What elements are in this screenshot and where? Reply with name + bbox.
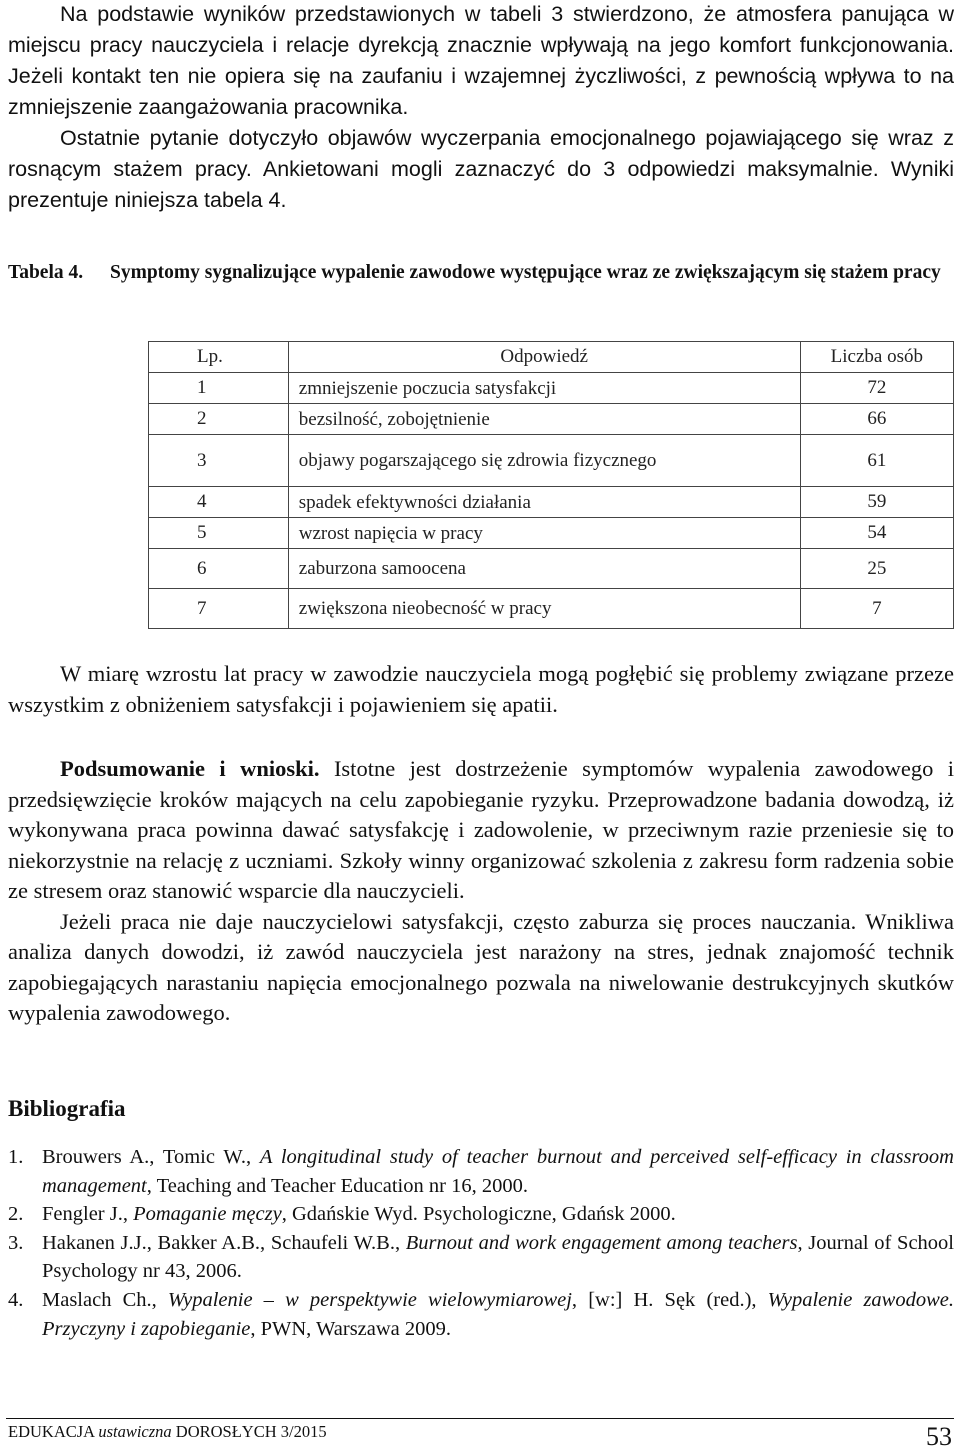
ref-rest: , Teaching and Teacher Education nr 16, 2000.	[146, 1174, 528, 1197]
list-item	[8, 1286, 954, 1343]
header-answer: Odpowiedź	[288, 342, 800, 373]
table-row	[149, 549, 954, 589]
ref-authors: Fengler J.,	[42, 1203, 128, 1226]
ref-authors: Hakanen J.J., Bakker A.B., Schaufeli W.B.,	[42, 1231, 401, 1254]
cell-count: 59	[800, 487, 953, 518]
list-item	[8, 1200, 954, 1229]
footer-journal-c: DOROSŁYCH 3/2015	[171, 1422, 327, 1441]
after-table-paragraph: W miarę wzrostu lat pracy w zawodzie nauczyciela mogą pogłębić się problemy związane przeze wszystkim z obniżeniem satysfakcji i pojawieniem się apatii.	[8, 661, 954, 717]
table-row	[149, 589, 954, 629]
bibliography-list	[8, 1143, 954, 1343]
ref-rest: , PWN, Warszawa 2009.	[250, 1317, 452, 1340]
table-caption-text: Symptomy sygnalizujące wypalenie zawodowe występujące wraz ze zwiększającym się stażem pracy	[110, 262, 941, 283]
cell-lp: 3	[149, 435, 289, 487]
header-lp: Lp.	[149, 342, 289, 373]
table-row	[149, 518, 954, 549]
ref-authors: Brouwers A., Tomic W.,	[42, 1146, 252, 1168]
summary-heading: Podsumowanie i wnioski.	[60, 756, 320, 781]
footer-journal-a: EDUKACJA	[8, 1422, 99, 1441]
cell-lp: 7	[149, 589, 289, 629]
cell-lp: 1	[149, 373, 289, 404]
cell-count: 72	[800, 373, 953, 404]
ref-number: 1.	[8, 1146, 24, 1168]
cell-answer: wzrost napięcia w pracy	[288, 518, 800, 549]
header-count: Liczba osób	[800, 342, 953, 373]
ref-rest: , Gdańskie Wyd. Psychologiczne, Gdańsk 2000.	[281, 1203, 676, 1226]
footer-divider	[6, 1418, 954, 1419]
list-item	[8, 1229, 954, 1286]
cell-answer: spadek efektywności działania	[288, 487, 800, 518]
summary-paragraph-1	[8, 754, 954, 907]
cell-count: 25	[800, 549, 953, 589]
ref-number: 4.	[8, 1288, 24, 1311]
cell-count: 61	[800, 435, 953, 487]
footer-journal-b: ustawiczna	[98, 1422, 172, 1441]
table-caption-label: Tabela 4.	[8, 262, 84, 283]
cell-count: 66	[800, 404, 953, 435]
ref-number: 2.	[8, 1203, 24, 1226]
list-item	[8, 1143, 954, 1200]
intro-paragraph-2: Ostatnie pytanie dotyczyło objawów wyczerpania emocjonalnego pojawiającego się wraz z rosnącym stażem pracy. Ankietowani mogli zaznaczyć do 3 odpowiedzi maksymalnie. Wyniki prezentuje niniejsza tabela 4.	[8, 126, 954, 212]
table-row	[149, 404, 954, 435]
cell-answer: zaburzona samoocena	[288, 549, 800, 589]
cell-answer: objawy pogarszającego się zdrowia fizycznego	[288, 435, 800, 487]
table-caption	[8, 258, 954, 287]
page-number: 53	[926, 1422, 952, 1451]
table-row	[149, 373, 954, 404]
ref-rest: , Journal of School Psychology nr 43, 2006.	[42, 1231, 955, 1283]
cell-answer: zmniejszenie poczucia satysfakcji	[288, 373, 800, 404]
cell-count: 7	[800, 589, 953, 629]
ref-number: 3.	[8, 1231, 24, 1254]
ref-mid: , [w:] H. Sęk (red.),	[571, 1288, 768, 1311]
footer-journal	[8, 1422, 327, 1442]
bibliography-heading: Bibliografia	[8, 1096, 126, 1121]
summary-text-1: Istotne jest dostrzeżenie symptomów wypalenia zawodowego i przedsięwzięcie kroków mających na celu zapobieganie ryzyku. Przeprowadzone badania dowodzą, iż wykonywana praca powinna dawać satysfakcję i zadowolenie, w przeciwnym razie przeniesie się to niekorzystnie na relację z uczniami. Szkoły winny organizować szkolenia z zakresu form radzenia sobie ze stresem oraz stanowić wsparcie dla nauczycieli.	[8, 756, 955, 903]
ref-title: A longitudinal study of teacher burnout and perceived self-efficacy in classroom management	[42, 1146, 954, 1197]
after-table-section	[8, 659, 954, 720]
cell-answer: zwiększona nieobecność w pracy	[288, 589, 800, 629]
ref-title: Wypalenie – w perspektywie wielowymiarowej	[167, 1288, 572, 1311]
table-header-row	[149, 342, 954, 373]
summary-paragraph-2: Jeżeli praca nie daje nauczycielowi satysfakcji, często zaburza się proces nauczania. Wnikliwa analiza danych dowodzi, iż zawód nauczyciela jest narażony na stres, jednak znajomość technik zapobiegających narastaniu napięcia emocjonalnego pozwala na niwelowanie destrukcyjnych skutków wypalenia zawodowego.	[8, 908, 954, 1025]
cell-lp: 2	[149, 404, 289, 435]
cell-lp: 4	[149, 487, 289, 518]
ref-title: Pomaganie męczy	[133, 1203, 282, 1226]
symptoms-table	[148, 341, 954, 629]
cell-answer: bezsilność, zobojętnienie	[288, 404, 800, 435]
intro-section	[8, 0, 954, 216]
ref-title: Burnout and work engagement among teachers	[405, 1231, 798, 1254]
ref-authors: Maslach Ch.,	[42, 1288, 157, 1311]
table-row	[149, 487, 954, 518]
ref-title-2: Wypalenie zawodowe. Przyczyny i zapobieganie	[42, 1288, 954, 1340]
table-row	[149, 435, 954, 487]
cell-lp: 5	[149, 518, 289, 549]
cell-lp: 6	[149, 549, 289, 589]
intro-paragraph-1: Na podstawie wyników przedstawionych w tabeli 3 stwierdzono, że atmosfera panująca w miejscu pracy nauczyciela i relacje dyrekcją znacznie wpływają na jego komfort funkcjonowania. Jeżeli kontakt ten nie opiera się na zaufaniu i wzajemnej życzliwości, z pewnością wpływa to na zmniejszenie zaangażowania pracownika.	[8, 2, 954, 119]
summary-section	[8, 754, 954, 1029]
cell-count: 54	[800, 518, 953, 549]
